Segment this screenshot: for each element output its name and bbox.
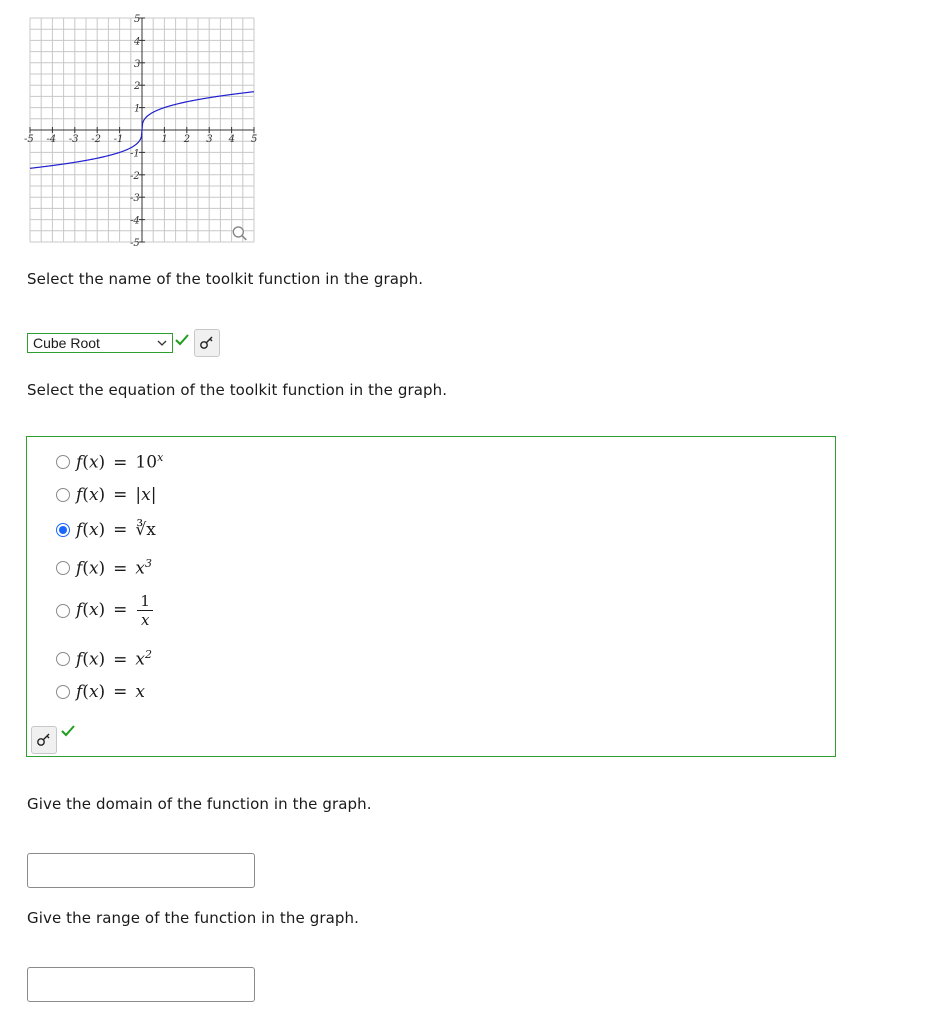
key-button[interactable] bbox=[194, 329, 220, 357]
key-icon bbox=[199, 335, 215, 351]
y-tick-label: -2 bbox=[130, 170, 140, 182]
chevron-down-icon bbox=[156, 336, 168, 350]
radio-button[interactable] bbox=[56, 652, 70, 666]
x-tick-label: -2 bbox=[91, 134, 101, 145]
radio-button[interactable] bbox=[56, 604, 70, 618]
function-name-select[interactable] bbox=[27, 333, 173, 353]
equation-option-linear[interactable]: f(x) = x bbox=[56, 682, 145, 702]
y-tick-label: -1 bbox=[130, 148, 140, 160]
equation-option-exponential[interactable]: $f(x) = 10^x$ bbox=[56, 451, 163, 473]
y-tick-label: -4 bbox=[130, 215, 140, 227]
radio-button[interactable] bbox=[56, 455, 70, 469]
x-tick-label: -5 bbox=[24, 134, 34, 145]
question-4-prompt: Give the range of the function in the graph. bbox=[27, 909, 359, 927]
y-tick-label: -5 bbox=[130, 238, 140, 249]
key-icon bbox=[36, 732, 52, 748]
graph-canvas bbox=[26, 14, 262, 250]
x-tick-label: -1 bbox=[113, 134, 124, 145]
equation-option-cube-root[interactable]: f(x) = ∛x bbox=[56, 520, 156, 540]
equation-option-cubic[interactable]: $f(x) = x^3$ bbox=[56, 557, 152, 579]
y-tick-label: 3 bbox=[134, 58, 141, 70]
y-tick-label: 2 bbox=[134, 81, 141, 93]
radio-button[interactable] bbox=[56, 561, 70, 575]
range-input[interactable] bbox=[27, 967, 255, 1002]
magnifier-icon bbox=[233, 227, 243, 237]
function-name-selected-value: Cube Root bbox=[33, 335, 100, 351]
radio-button[interactable] bbox=[56, 685, 70, 699]
y-tick-label: 1 bbox=[134, 103, 141, 115]
x-tick-label: -4 bbox=[46, 134, 57, 145]
key-button[interactable] bbox=[31, 726, 57, 754]
domain-input[interactable] bbox=[27, 853, 255, 888]
x-tick-label: 3 bbox=[206, 134, 213, 145]
question-2-prompt: Select the equation of the toolkit function in the graph. bbox=[27, 381, 448, 399]
y-tick-label: 4 bbox=[134, 36, 141, 48]
x-tick-label: -3 bbox=[68, 134, 79, 145]
correct-check-icon bbox=[61, 725, 75, 737]
radio-button-selected[interactable] bbox=[56, 523, 70, 537]
y-tick-label: -3 bbox=[130, 193, 140, 205]
equation-choices-group bbox=[26, 436, 836, 757]
x-tick-label: 2 bbox=[183, 134, 191, 145]
function-graph bbox=[26, 14, 262, 250]
y-tick-label: 5 bbox=[134, 14, 141, 25]
radio-button[interactable] bbox=[56, 488, 70, 502]
x-tick-label: 5 bbox=[251, 134, 258, 145]
question-1-prompt: Select the name of the toolkit function in the graph. bbox=[27, 270, 424, 288]
equation-option-quadratic[interactable]: $f(x) = x^2$ bbox=[56, 648, 152, 670]
correct-check-icon bbox=[175, 334, 189, 346]
equation-option-reciprocal[interactable]: f(x) = $\frac{1}{x}$ bbox=[56, 592, 153, 629]
question-3-prompt: Give the domain of the function in the graph. bbox=[27, 795, 372, 813]
equation-option-absolute-value[interactable]: f(x) = |x| bbox=[56, 485, 156, 505]
x-tick-label: 1 bbox=[161, 134, 168, 145]
x-tick-label: 4 bbox=[228, 134, 235, 145]
